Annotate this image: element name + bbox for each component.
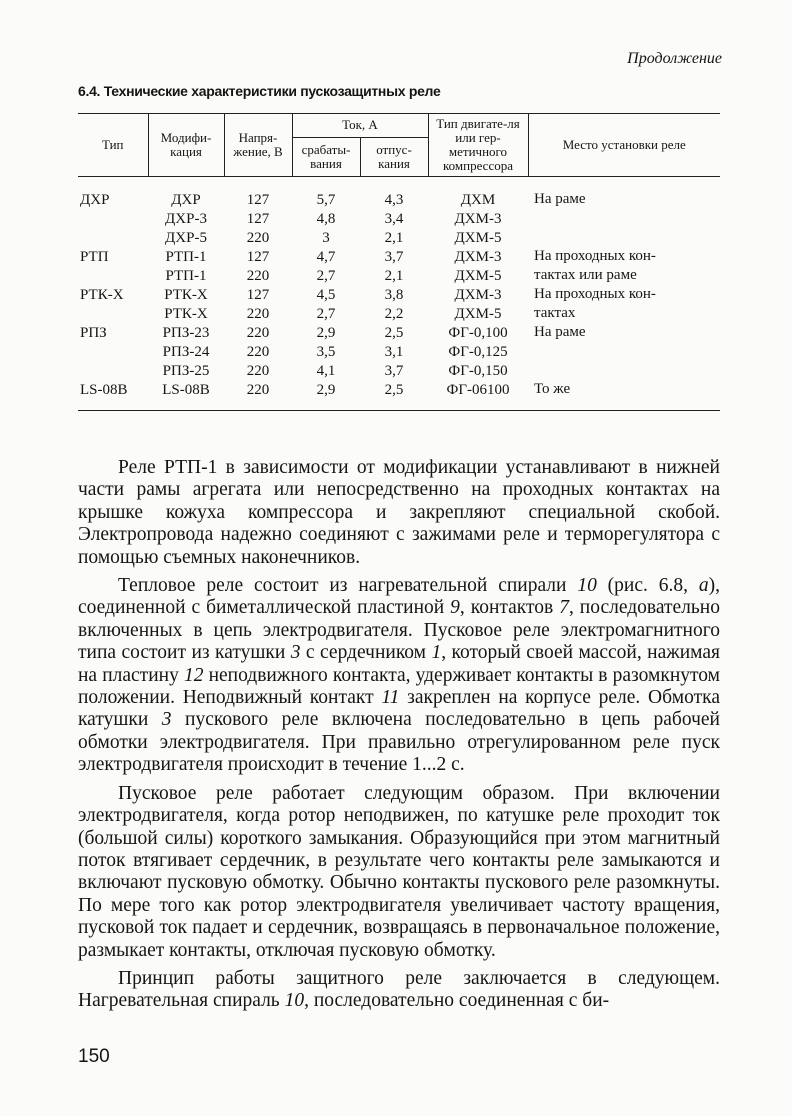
cell-pickup-current: 2,7 [316, 306, 336, 322]
text-run: пускового реле включена последовательно в цепь рабочей обмотки электродвигателя. При правильно отрегулированном реле пуск электродвигателя происходит в течение 1...2 с. [78, 709, 720, 776]
header-type: Тип [78, 114, 148, 177]
cell-pickup-current: 4,1 [316, 363, 336, 379]
body-text [78, 457, 720, 1019]
cell-modification: ДХР-3 [165, 211, 207, 227]
cell-compressor-type: ДХМ [460, 192, 496, 208]
cell-modification: ДХР-5 [165, 230, 207, 246]
cell-pickup-current: 4,8 [316, 211, 336, 227]
cell-modification: РПЗ-24 [162, 344, 210, 360]
cell-modification: LS-08B [148, 381, 224, 411]
cell-pickup-current: 2,9 [316, 325, 336, 341]
table-row [78, 324, 720, 343]
table-body [78, 177, 720, 411]
cell-release-current: 4,3 [384, 192, 404, 208]
figure-ref: 12 [183, 664, 204, 686]
text-run: ), соединенной с биметаллической пластиной [78, 575, 720, 619]
cell-modification: РТК-Х [164, 287, 208, 303]
text-run: неподвижного контакта, удерживает контакты в разомкнутом положении. Неподвижный контакт [78, 664, 720, 709]
cell-voltage: 127 [246, 211, 270, 227]
page-number: 150 [78, 1046, 110, 1067]
cell-voltage: 220 [246, 363, 270, 379]
cell-release-current: 3,1 [384, 344, 404, 360]
cell-install-place: На раме [534, 324, 586, 340]
paragraph [78, 575, 720, 777]
table-row [78, 267, 720, 286]
cell-compressor-type: ДХМ-3 [454, 287, 502, 303]
continuation-label: Продолжение [627, 50, 722, 67]
table-row [78, 177, 720, 211]
cell-type [78, 229, 148, 248]
table-title: 6.4. Технические характеристики пускозащитных реле [78, 83, 441, 99]
cell-type: РПЗ [80, 325, 107, 341]
cell-install-place [528, 229, 720, 248]
cell-compressor-type: ФГ-06100 [428, 381, 528, 411]
table-row [78, 248, 720, 267]
cell-install-place: На проходных кон- [534, 248, 656, 264]
cell-compressor-type: ФГ-0,100 [448, 325, 508, 341]
cell-release-current: 3,7 [384, 249, 404, 265]
header-voltage: Напря-жение, В [224, 114, 292, 177]
cell-modification: РТП-1 [165, 268, 207, 284]
cell-install-place [528, 210, 720, 229]
figure-ref: 10 [284, 990, 305, 1012]
cell-type [78, 267, 148, 286]
cell-compressor-type: ДХМ-3 [454, 211, 502, 227]
cell-type: LS-08B [78, 381, 148, 411]
text-run: (рис. 6.8, [596, 575, 699, 597]
text-run: с сердечником [300, 642, 432, 664]
cell-pickup-current: 3 [322, 230, 330, 246]
figure-ref: 10 [577, 575, 597, 597]
cell-type [78, 210, 148, 229]
cell-type [78, 343, 148, 362]
cell-release-current: 2,1 [384, 230, 404, 246]
figure-ref: 3 [290, 642, 301, 664]
cell-release-current: 2,5 [360, 381, 428, 411]
header-place: Место установки реле [528, 114, 720, 177]
figure-ref: 1 [431, 642, 442, 664]
cell-install-place: тактах [534, 305, 576, 321]
text-run: Принцип работы защитного реле заключается в следующем. Нагревательная спираль [78, 967, 720, 1012]
figure-ref: 3 [161, 709, 172, 731]
cell-release-current: 2,1 [384, 268, 404, 284]
cell-voltage: 127 [246, 192, 270, 208]
table-row [78, 305, 720, 324]
table-row [78, 343, 720, 362]
header-pickup: срабаты-вания [292, 137, 360, 176]
cell-install-place: На раме [534, 191, 586, 207]
figure-ref: 7 [559, 597, 569, 619]
cell-voltage: 220 [246, 325, 270, 341]
paragraph [78, 457, 720, 569]
cell-modification: РПЗ-25 [162, 363, 210, 379]
cell-compressor-type: ДХМ-5 [454, 306, 502, 322]
header-release: отпус-кания [360, 137, 428, 176]
text-run: закреплен на корпусе реле. Обмотка катушки [78, 687, 720, 731]
cell-voltage: 127 [246, 287, 270, 303]
cell-voltage: 220 [246, 344, 270, 360]
text-run: Реле РТП-1 в зависимости от модификации устанавливают в нижней части рамы агрегата или непосредственно на проходных контактах на крышке кожуха компрессора и закрепляют специальной скобой. Электропровода надежно соединяют с зажимами реле и терморегулятора с помощью съемных наконечников. [78, 457, 720, 568]
cell-release-current: 3,7 [384, 363, 404, 379]
cell-install-place: На проходных кон- [534, 286, 656, 302]
specs-table [78, 113, 720, 411]
cell-voltage: 220 [224, 381, 292, 411]
cell-modification: РТП-1 [165, 249, 207, 265]
paragraph [78, 783, 720, 962]
header-modification: Модифи-кация [148, 114, 224, 177]
cell-release-current: 3,4 [384, 211, 404, 227]
text-run: Пусковое реле работает следующим образом. При включении электродвигателя, когда ротор неподвижен, по катушке реле проходит ток (большой силы) короткого замыкания. Образующийся при этом магнитный поток втягивает сердечник, в результате чего контакты реле замыкаются и включают пусковую обмотку. Обычно контакты пускового реле разомкнуты. По мере того как ротор электродвигателя увеличивает частоту вращения, пусковой ток падает и сердечник, возвращаясь в первоначальное положение, размыкает контакты, отключая пусковую обмотку. [78, 782, 720, 961]
table-row [78, 286, 720, 305]
cell-modification: ДХР [171, 192, 201, 208]
header-compressor: Тип двигате-ля или гер-метичного компрессора [428, 114, 528, 177]
cell-type: РТК-Х [80, 287, 124, 303]
cell-compressor-type: ДХМ-5 [454, 268, 502, 284]
cell-voltage: 127 [246, 249, 270, 265]
cell-pickup-current: 2,9 [292, 381, 360, 411]
cell-pickup-current: 4,7 [316, 249, 336, 265]
text-run: , который своей массой, нажимая на пластину [78, 642, 720, 686]
cell-pickup-current: 4,5 [316, 287, 336, 303]
cell-modification: РТК-Х [164, 306, 208, 322]
header-current: Ток, А [292, 114, 428, 138]
cell-pickup-current: 2,7 [316, 268, 336, 284]
paragraph [78, 968, 720, 1013]
figure-ref: а [698, 575, 709, 597]
cell-type [78, 362, 148, 381]
cell-install-place: тактах или раме [534, 267, 637, 283]
cell-modification: РПЗ-23 [162, 325, 210, 341]
cell-compressor-type: ФГ-0,125 [448, 344, 508, 360]
cell-install-place [528, 343, 720, 362]
table-row [78, 229, 720, 248]
table-row [78, 210, 720, 229]
text-run: Тепловое реле состоит из нагревательной спирали [118, 575, 578, 597]
cell-type: РТП [80, 249, 109, 265]
figure-ref: 9 [450, 597, 460, 619]
cell-voltage: 220 [246, 306, 270, 322]
cell-install-place [528, 362, 720, 381]
cell-pickup-current: 5,7 [316, 192, 336, 208]
cell-voltage: 220 [246, 268, 270, 284]
text-run: , последовательно включенных в цепь электродвигателя. Пусковое реле электромагнитного типа состоит из катушки [78, 597, 720, 664]
cell-voltage: 220 [246, 230, 270, 246]
cell-pickup-current: 3,5 [316, 344, 336, 360]
cell-compressor-type: ДХМ-3 [454, 249, 502, 265]
cell-type [78, 305, 148, 324]
cell-type: ДХР [80, 192, 110, 208]
cell-release-current: 2,2 [384, 306, 404, 322]
text-run: , последовательно соединенная с би- [304, 990, 610, 1012]
table-row [78, 381, 720, 411]
cell-compressor-type: ФГ-0,150 [448, 363, 508, 379]
cell-release-current: 3,8 [384, 287, 404, 303]
cell-release-current: 2,5 [384, 325, 404, 341]
cell-install-place: То же [528, 381, 720, 411]
cell-compressor-type: ДХМ-5 [454, 230, 502, 246]
text-run: , контактов [459, 597, 560, 619]
table-row [78, 362, 720, 381]
figure-ref: 11 [381, 687, 400, 709]
